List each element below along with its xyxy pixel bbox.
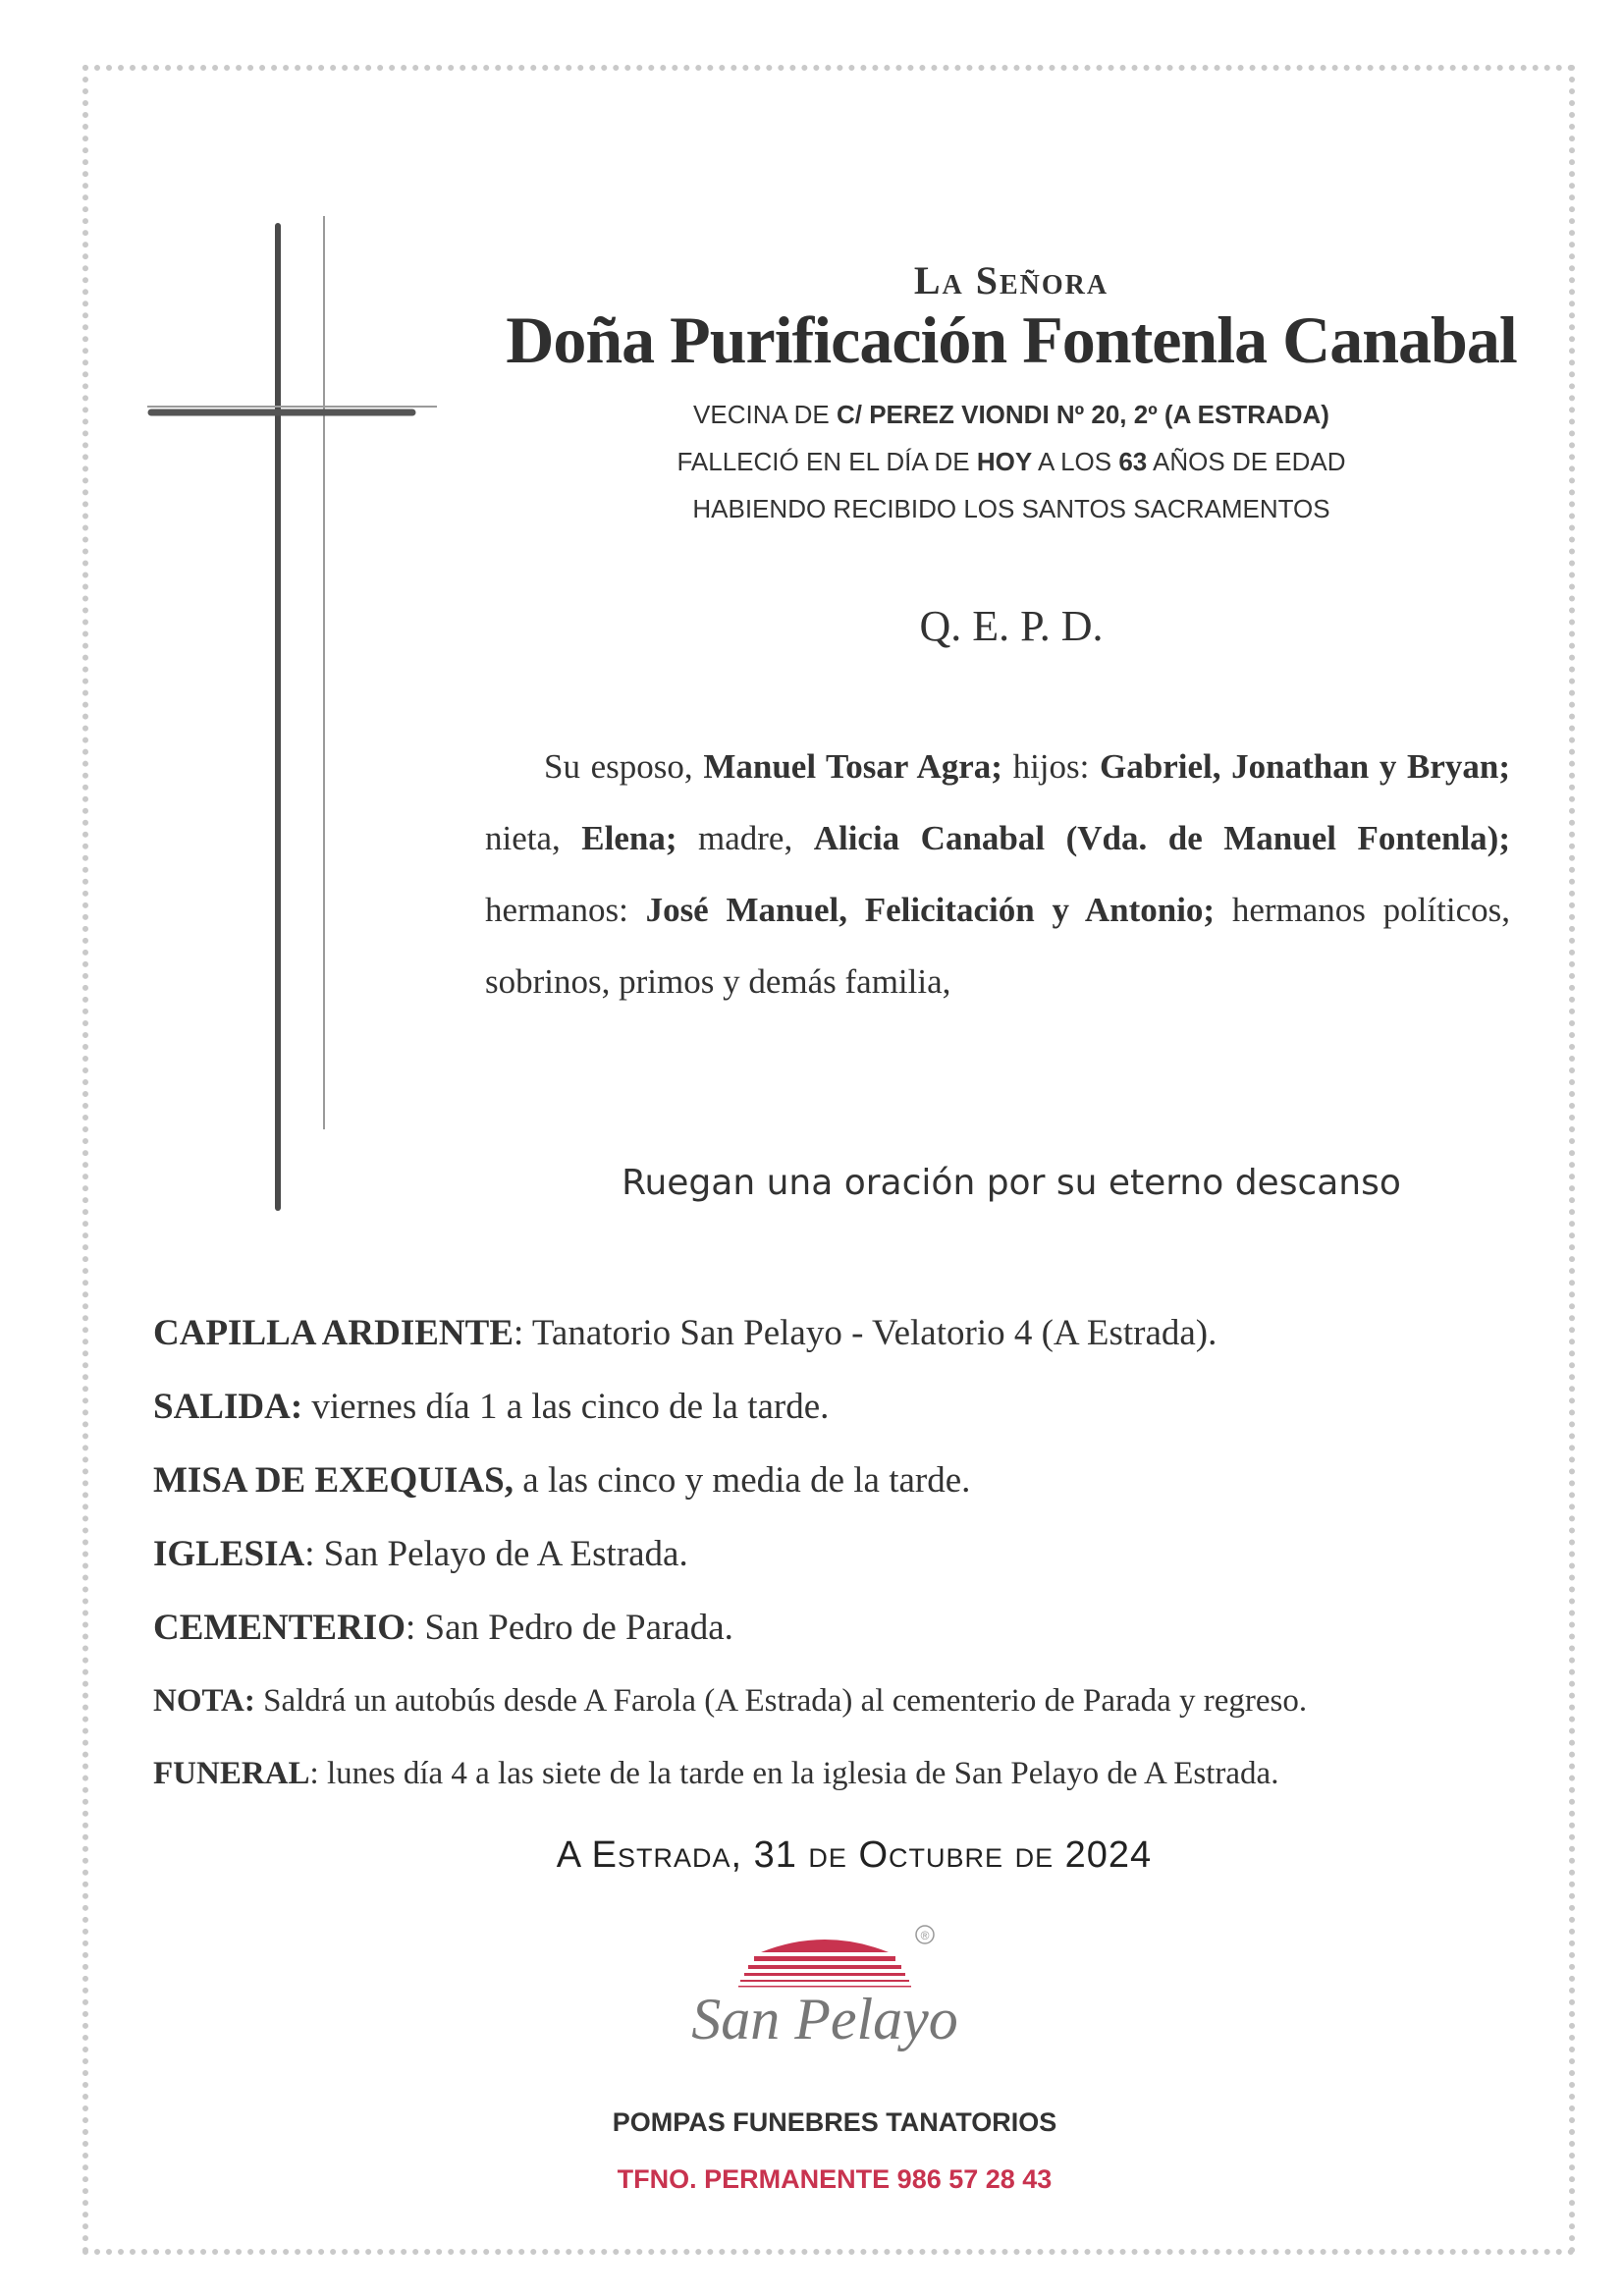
deceased-name: Doña Purificación Fontenla Canabal	[506, 302, 1517, 377]
detail-separator: :	[304, 1534, 315, 1574]
family-member-name: Manuel Tosar Agra;	[703, 747, 1002, 786]
family-text: hermanos políticos, sobrinos, primos y demás familia,	[485, 891, 1510, 1001]
sacraments-line: HABIENDO RECIBIDO LOS SANTOS SACRAMENTOS	[692, 494, 1330, 524]
funeral-details	[153, 1296, 1547, 1810]
company-phone: TFNO. PERMANENTE 986 57 28 43	[617, 2164, 1053, 2194]
logo-wordmark: San Pelayo	[691, 1987, 958, 2051]
family-text: Su esposo,	[544, 747, 704, 786]
family-text: nieta,	[485, 819, 582, 857]
qepd: Q. E. P. D.	[919, 602, 1104, 650]
detail-value: San Pelayo de A Estrada.	[314, 1534, 688, 1574]
detail-label: NOTA:	[153, 1683, 255, 1719]
detail-separator: :	[309, 1756, 319, 1791]
family-paragraph	[485, 731, 1510, 1017]
detail-value: Saldrá un autobús desde A Farola (A Estrada) al cementerio de Parada y regreso.	[254, 1683, 1308, 1719]
detail-row	[153, 1517, 1547, 1591]
notice-header	[452, 257, 1571, 532]
honorific: La Señora	[913, 258, 1109, 302]
family-member-name: Elena;	[581, 819, 677, 857]
cross-icon	[137, 216, 452, 1218]
registered-mark: ®	[920, 1929, 930, 1942]
detail-row	[153, 1665, 1547, 1737]
death-line: FALLECIÓ EN EL DÍA DE HOY A LOS 63 AÑOS DE EDAD	[676, 447, 1346, 477]
family-member-name: Gabriel, Jonathan y Bryan;	[1100, 747, 1510, 786]
detail-row	[153, 1737, 1547, 1810]
detail-row	[153, 1444, 1547, 1517]
detail-label: CEMENTERIO	[153, 1608, 406, 1648]
detail-label: FUNERAL	[153, 1756, 310, 1791]
detail-separator: :	[514, 1313, 524, 1353]
prayer-line: Ruegan una oración por su eterno descanso	[622, 1163, 1401, 1203]
notice-date: A Estrada, 31 de Octubre de 2024	[556, 1834, 1153, 1876]
address-line: VECINA DE C/ PEREZ VIONDI Nº 20, 2º (A ESTRADA)	[693, 400, 1329, 430]
detail-label: SALIDA:	[153, 1387, 303, 1427]
detail-label: IGLESIA	[153, 1534, 305, 1574]
sunset-stripes-icon	[738, 1940, 911, 1988]
san-pelayo-logo	[668, 1913, 982, 2090]
detail-label: MISA DE EXEQUIAS,	[153, 1460, 514, 1501]
detail-value: San Pedro de Parada.	[415, 1608, 733, 1648]
family-text: madre,	[676, 819, 814, 857]
family-text: hermanos:	[485, 891, 646, 929]
detail-value: Tanatorio San Pelayo - Velatorio 4 (A Estrada).	[523, 1313, 1217, 1353]
family-text: hijos:	[1001, 747, 1101, 786]
detail-separator: :	[405, 1608, 416, 1648]
family-member-name: Alicia Canabal (Vda. de Manuel Fontenla);	[813, 819, 1510, 857]
deceased-info	[452, 391, 1571, 532]
detail-row	[153, 1591, 1547, 1665]
detail-value: a las cinco y media de la tarde.	[514, 1460, 971, 1501]
detail-row	[153, 1370, 1547, 1444]
family-member-name: José Manuel, Felicitación y Antonio;	[645, 891, 1216, 929]
detail-label: CAPILLA ARDIENTE	[153, 1313, 514, 1353]
detail-value: lunes día 4 a las siete de la tarde en la iglesia de San Pelayo de A Estrada.	[318, 1756, 1279, 1791]
detail-row	[153, 1296, 1547, 1370]
detail-value: viernes día 1 a las cinco de la tarde.	[302, 1387, 830, 1427]
company-tagline: POMPAS FUNEBRES TANATORIOS	[612, 2107, 1057, 2137]
